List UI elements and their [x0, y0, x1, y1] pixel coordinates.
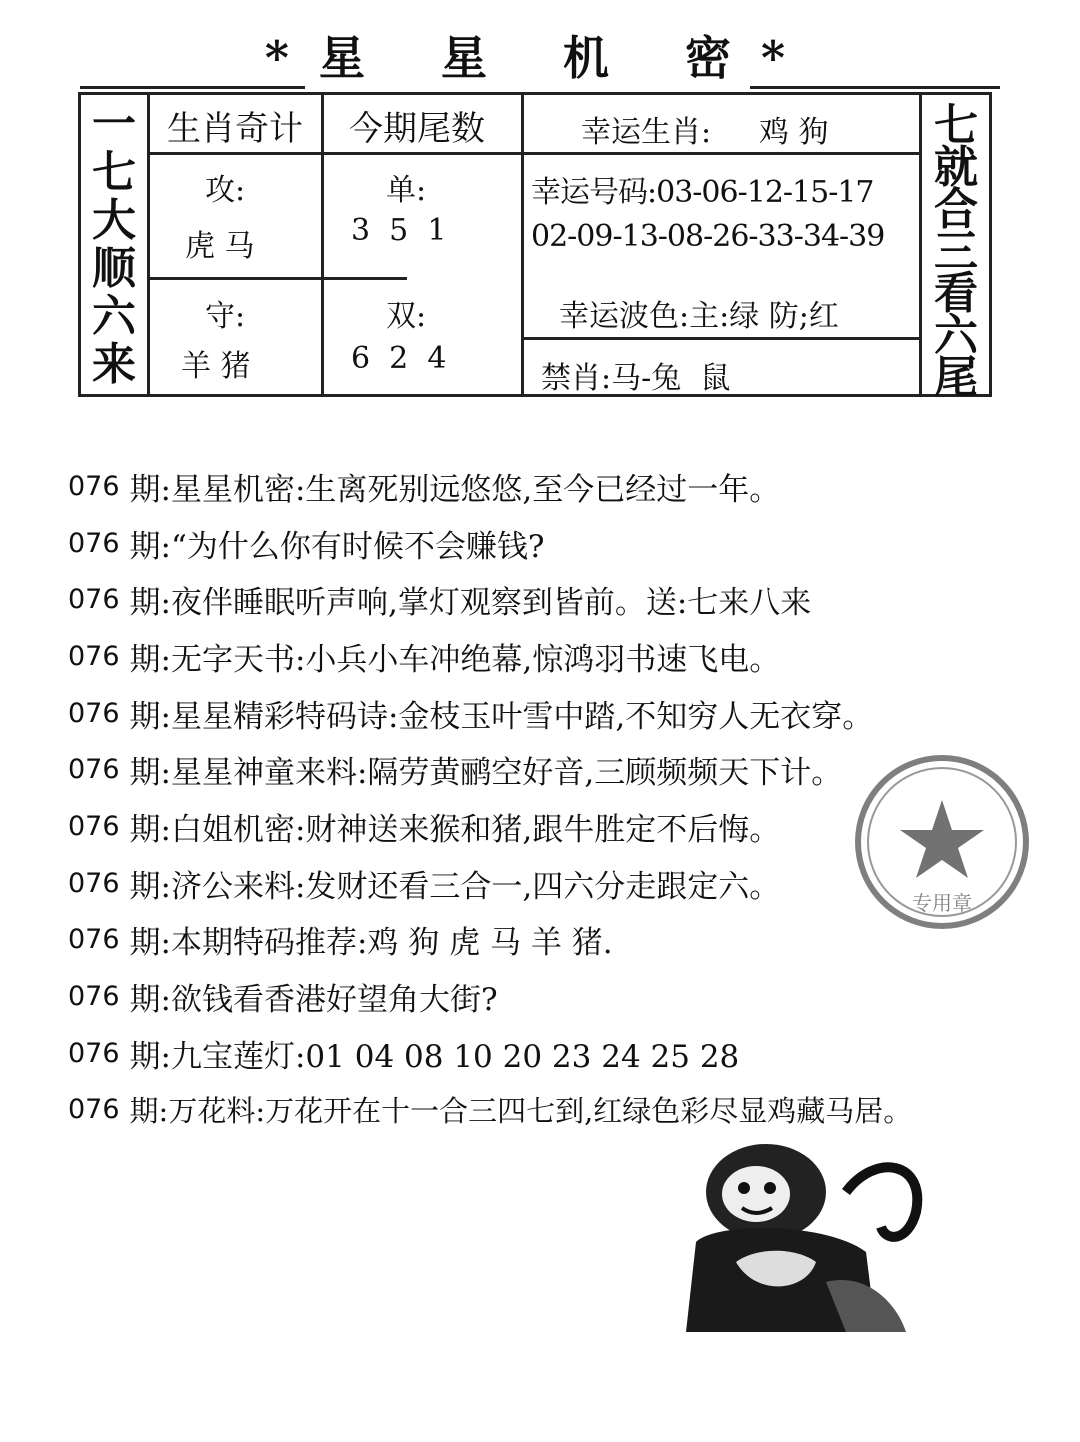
- divider: [521, 95, 524, 394]
- even-value: 6 2 4: [351, 341, 447, 376]
- page-title: *星 星 机 密*: [264, 31, 816, 85]
- divider: [919, 95, 922, 394]
- right-vertical-text: 七 就 合 三 看 六 尾: [934, 100, 978, 403]
- monkey-illustration-icon: [676, 1132, 936, 1332]
- tail-header: 今期尾数: [349, 109, 485, 149]
- lucky-color: 幸运波色:主:绿 防;红: [559, 299, 839, 334]
- list-item: 076 期:无字天书:小兵小车冲绝幕,惊鸿羽书速飞电。: [68, 640, 781, 678]
- list-item: 076 期:星星机密:生离死别远悠悠,至今已经过一年。: [68, 470, 781, 508]
- attack-label: 攻:: [205, 173, 246, 208]
- svg-text:专用章: 专用章: [912, 891, 972, 915]
- divider: [147, 95, 150, 394]
- left-vertical-text: 一 七 大 顺 六 来: [92, 99, 136, 390]
- zodiac-header: 生肖奇计: [167, 109, 303, 149]
- list-item: 076 期:夜伴睡眠听声响,掌灯观察到皆前。送:七来八来: [68, 584, 812, 622]
- divider: [147, 152, 919, 155]
- even-label: 双:: [386, 299, 427, 334]
- list-item: 076 期:本期特码推荐:鸡 狗 虎 马 羊 猪.: [68, 924, 613, 962]
- list-item: 076 期:白姐机密:财神送来猴和猪,跟牛胜定不后悔。: [68, 810, 781, 848]
- title-rule-left: [80, 86, 305, 89]
- info-table: [78, 92, 992, 403]
- list-item: 076 期:九宝莲灯:01 04 08 10 20 23 24 25 28: [68, 1037, 740, 1075]
- divider: [321, 95, 324, 394]
- odd-value: 3 5 1: [351, 213, 447, 248]
- lucky-numbers-line2: 02-09-13-08-26-33-34-39: [531, 219, 885, 254]
- list-item: 076 期:万花料:万花开在十一合三四七到,红绿色彩尽显鸡藏马居。: [68, 1094, 913, 1129]
- list-item: 076 期:欲钱看香港好望角大街?: [68, 981, 498, 1019]
- odd-label: 单:: [386, 173, 427, 208]
- defend-label: 守:: [205, 299, 246, 334]
- stamp-seal-icon: [852, 752, 1032, 932]
- list-item: 076 期:“为什么你有时候不会赚钱?: [68, 527, 545, 565]
- list-item: 076 期:星星精彩特码诗:金枝玉叶雪中踏,不知穷人无衣穿。: [68, 697, 874, 735]
- divider: [521, 337, 919, 340]
- lucky-zodiac-value: 鸡 狗: [759, 115, 829, 150]
- divider: [147, 277, 407, 280]
- attack-value: 虎 马: [185, 229, 255, 264]
- lucky-numbers-line1: 幸运号码:03-06-12-15-17: [531, 175, 874, 210]
- lucky-zodiac-label: 幸运生肖:: [581, 115, 712, 150]
- list-item: 076 期:星星神童来料:隔劳黄鹂空好音,三顾频频天下计。: [68, 754, 843, 792]
- list-item: 076 期:济公来料:发财还看三合一,四六分走跟定六。: [68, 867, 781, 905]
- forbidden-zodiac: 禁肖:马-兔 鼠: [541, 361, 731, 396]
- defend-value: 羊 猪: [181, 349, 251, 384]
- title-rule-right: [750, 86, 1000, 89]
